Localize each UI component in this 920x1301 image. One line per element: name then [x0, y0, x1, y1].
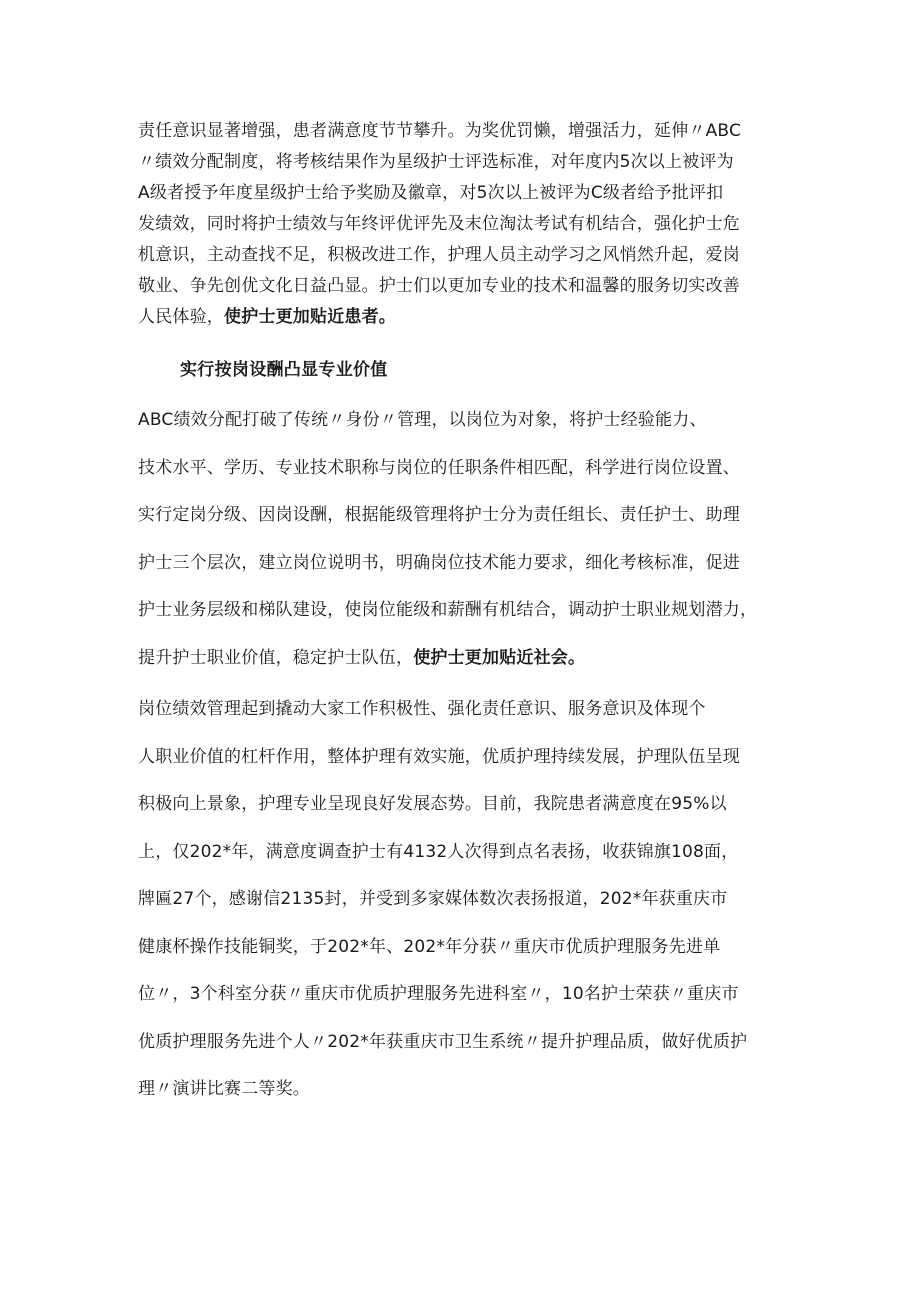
paragraph-2-text: ABC绩效分配打破了传统〃身份〃管理，以岗位为对象，将护士经验能力、 技术水平、学历、专业技术职称与岗位的任职条件相匹配，科学进行岗位设置、 实行定岗分级、因岗设酬，根据能级管理将护士分为责任组长、责任护士、助理 护士三个层次，建立岗位说明书，明确岗位技术能力要求，细化考核标准，促进 护士业务层级和梯队建设，使岗位能级和薪酬有机结合，调动护士职业规划潜力， 提升护士职业价值，稳定护士队伍， [138, 410, 758, 668]
section-heading: 实行按岗设酬凸显专业价值 [180, 360, 388, 380]
document-page [138, 116, 788, 1114]
paragraph-1-bold-conclusion: 使护士更加贴近患者。 [224, 307, 396, 327]
paragraph-1-text: 责任意识显著增强，患者满意度节节攀升。为奖优罚懒，增强活力，延伸〃ABC 〃绩效分配制度，将考核结果作为星级护士评选标准，对年度内5次以上被评为 A级者授予年度星级护士给予奖励及徽章，对5次以上被评为C级者给予批评扣 发绩效，同时将护士绩效与年终评优评先及末位淘汰考试有机结合，强化护士危 机意识，主动查找不足，积极改进工作，护理人员主动学习之风悄然升起，爱岗 敬业、争先创优文化日益凸显。护士们以更加专业的技术和温馨的服务切实改善 人民体验， [138, 121, 742, 327]
paragraph-1 [138, 116, 788, 333]
paragraph-2 [138, 397, 788, 682]
paragraph-3-text: 岗位绩效管理起到撬动大家工作积极性、强化责任意识、服务意识及体现个 人职业价值的杠杆作用，整体护理有效实施，优质护理持续发展，护理队伍呈现 积极向上景象，护理专业呈现良好发展态势。目前，我院患者满意度在95%以 上，仅202*年，满意度调查护士有4132人次得到点名表扬，收获锦旗108面， 牌匾27个，感谢信2135封，并受到多家媒体数次表扬报道，202*年获重庆市 健康杯操作技能铜奖，于202*年、202*年分获〃重庆市优质护理服务先进单 位〃，3个科室分获〃重庆市优质护理服务先进科室〃，10名护士荣获〃重庆市 优质护理服务先进个人〃202*年获重庆市卫生系统〃提升护理品质，做好优质护 理〃演讲比赛二等奖。 [138, 699, 748, 1099]
paragraph-3 [138, 686, 788, 1114]
paragraph-2-bold-conclusion: 使护士更加贴近社会。 [413, 647, 586, 668]
